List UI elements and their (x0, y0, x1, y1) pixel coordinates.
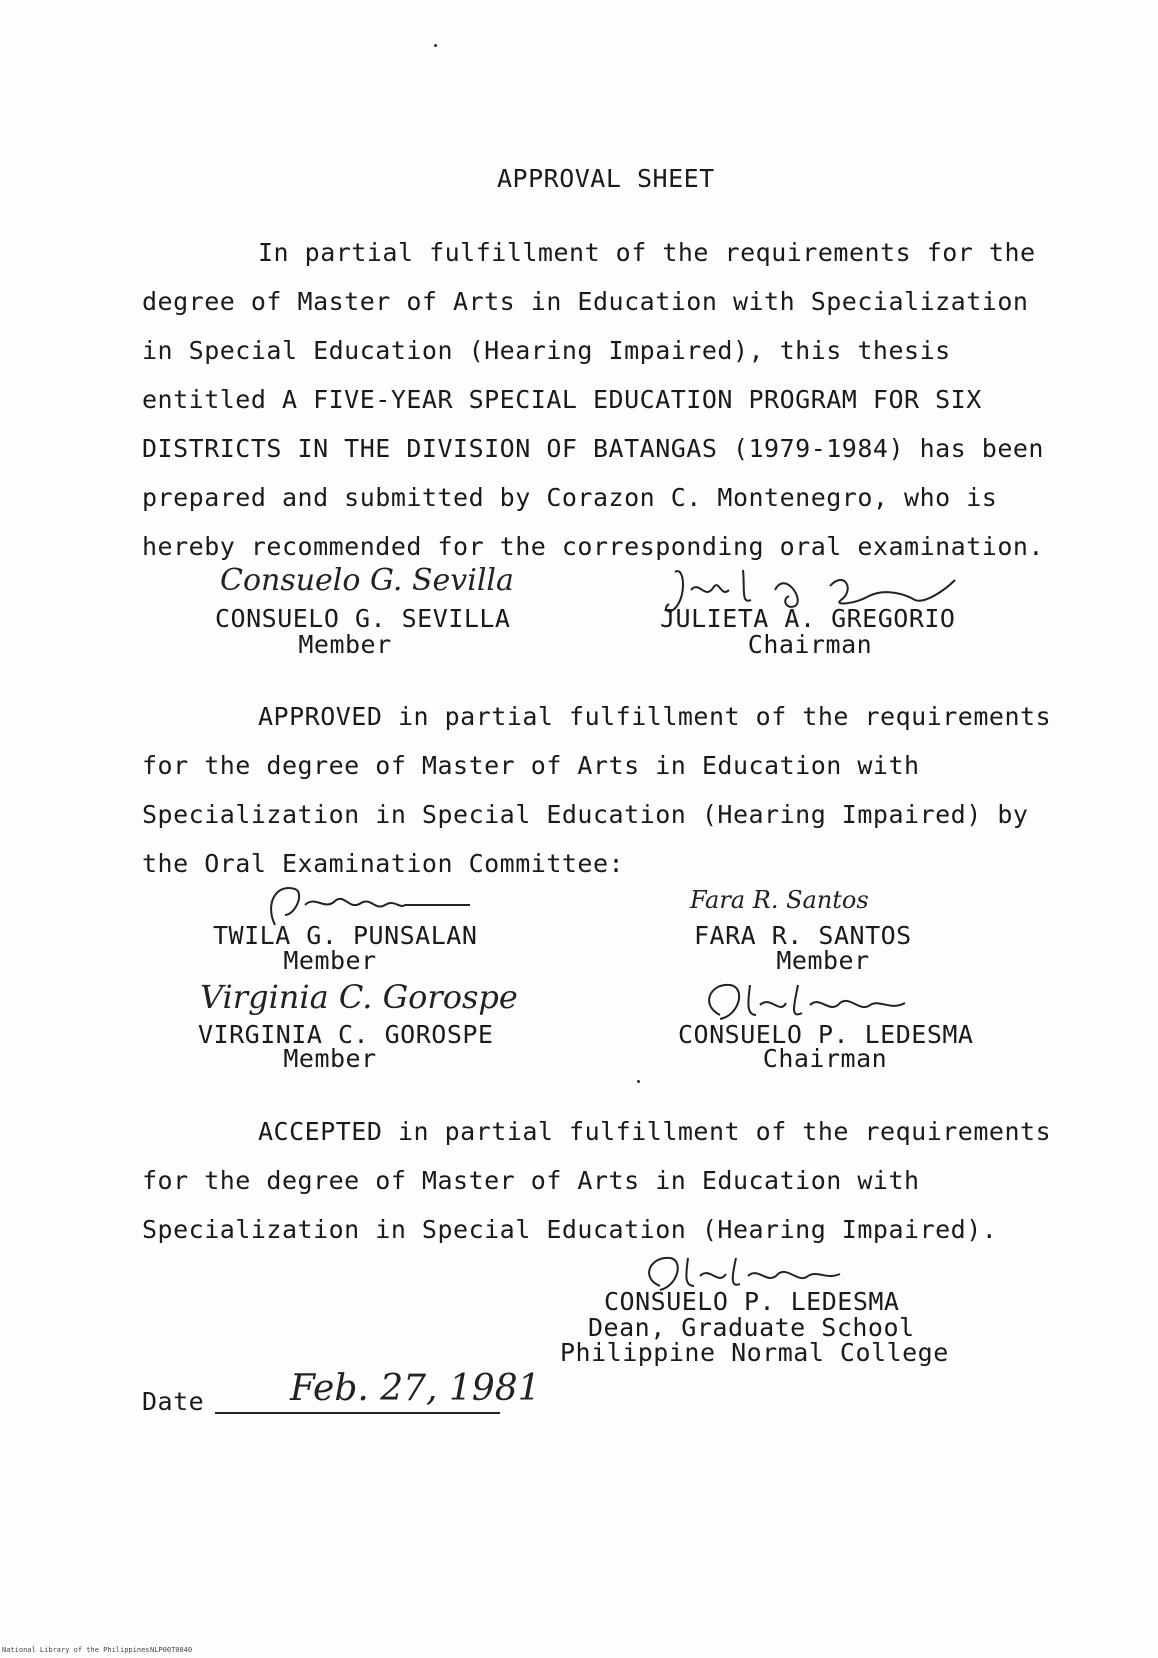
page-title: APPROVAL SHEET (497, 164, 715, 193)
paragraph-2-line: Specialization in Special Education (Hearing Impaired) by (142, 800, 1029, 829)
paragraph-1-line: DISTRICTS IN THE DIVISION OF BATANGAS (1979-1984) has been (142, 434, 1044, 463)
recommender-role: Member (298, 630, 392, 659)
recommender-name: CONSUELO G. SEVILLA (215, 604, 511, 633)
date-underline (215, 1412, 500, 1414)
paragraph-1-line: hereby recommended for the corresponding oral examination. (142, 532, 1044, 561)
signature-santos: Fara R. Santos (690, 886, 869, 914)
scan-speck (637, 1080, 640, 1083)
signature-sevilla: Consuelo G. Sevilla (220, 563, 514, 598)
dean-title: Dean, Graduate School (588, 1313, 915, 1342)
committee-member-role: Member (283, 946, 377, 975)
committee-member-name: VIRGINIA C. GOROSPE (198, 1020, 494, 1049)
recommender-role: Chairman (747, 630, 873, 659)
footer-code: NLP00T0040 (150, 1646, 193, 1654)
footer-library: National Library of the Philippines (2, 1646, 150, 1654)
paragraph-2-line: the Oral Examination Committee: (142, 849, 625, 878)
date-value: Feb. 27, 1981 (290, 1368, 541, 1409)
paragraph-3-line: ACCEPTED in partial fulfillment of the requirements (258, 1117, 1052, 1146)
committee-member-name: FARA R. SANTOS (694, 921, 912, 950)
committee-member-role: Member (283, 1044, 377, 1073)
paragraph-3-line: for the degree of Master of Arts in Education with (142, 1166, 920, 1195)
dean-institution: Philippine Normal College (560, 1338, 949, 1367)
committee-member-role: Chairman (762, 1044, 888, 1073)
paragraph-2-line: for the degree of Master of Arts in Education with (142, 751, 920, 780)
dean-name: CONSUELO P. LEDESMA (604, 1287, 900, 1316)
recommender-name: JULIETA A. GREGORIO (660, 604, 956, 633)
scan-speck (434, 44, 437, 47)
committee-member-name: CONSUELO P. LEDESMA (678, 1020, 974, 1049)
paragraph-1-line: prepared and submitted by Corazon C. Montenegro, who is (142, 483, 998, 512)
signature-gorospe: Virginia C. Gorospe (200, 978, 518, 1016)
committee-member-name: TWILA G. PUNSALAN (213, 921, 478, 950)
paragraph-2-line: APPROVED in partial fulfillment of the requirements (258, 702, 1052, 731)
paragraph-1-line: in Special Education (Hearing Impaired), this thesis (142, 336, 951, 365)
paragraph-3-line: Specialization in Special Education (Hearing Impaired). (142, 1215, 998, 1244)
paragraph-1-line: entitled A FIVE-YEAR SPECIAL EDUCATION PROGRAM FOR SIX (142, 385, 982, 414)
paragraph-1-line: degree of Master of Arts in Education with Specialization (142, 287, 1029, 316)
paragraph-1-line: In partial fulfillment of the requirements for the (258, 238, 1036, 267)
date-label: Date (142, 1387, 205, 1416)
committee-member-role: Member (776, 946, 870, 975)
